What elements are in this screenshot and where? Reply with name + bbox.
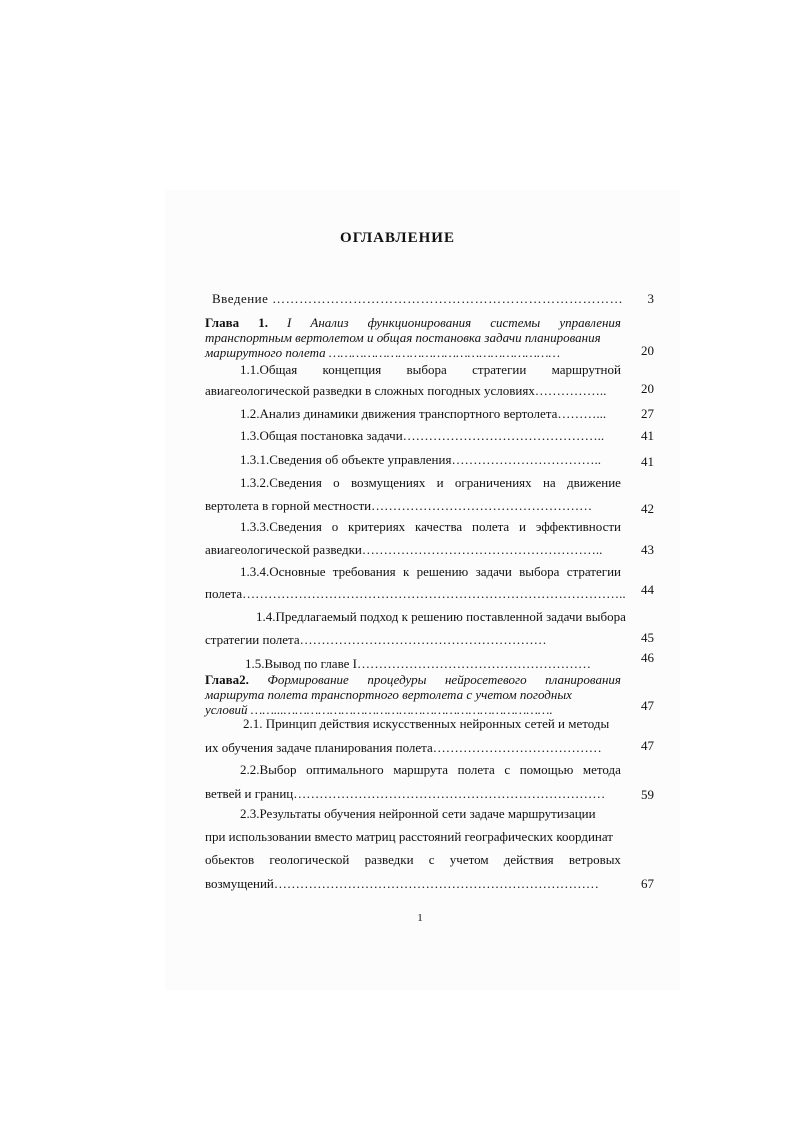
word: качества xyxy=(415,519,463,534)
word: метода xyxy=(582,762,621,777)
word: Формирование xyxy=(267,672,349,687)
word: выбора xyxy=(406,362,447,377)
toc-entry-2-2-line2: ветвей и границ……………………………………………………………… xyxy=(205,786,606,801)
word: эффективности xyxy=(535,519,621,534)
toc-entry-1-2: 1.2.Анализ динамики движения транспортного вертолета………... xyxy=(240,406,607,421)
word: движение xyxy=(566,475,621,490)
word: 2.2.Выбор xyxy=(240,762,297,777)
toc-entry-1-3-3-line2: авиагеологической разведки……………………………………………….. xyxy=(205,542,603,557)
toc-entry-1-3-3-line1 xyxy=(240,519,621,534)
word: решению xyxy=(416,564,469,579)
word: действия xyxy=(503,852,554,867)
word: Анализ xyxy=(310,315,349,330)
word: и xyxy=(436,475,444,490)
toc-page-1-5: 46 xyxy=(641,650,654,665)
chapter-number: 1. xyxy=(258,315,268,330)
toc-entry-1-1-line1 xyxy=(240,362,621,377)
word: процедуры xyxy=(367,672,427,687)
word: нейросетевого xyxy=(444,672,527,687)
toc-entry-2-3-line1: 2.3.Результаты обучения нейронной сети задаче маршрутизации xyxy=(240,806,596,821)
toc-entry-chapter1-line1 xyxy=(205,315,621,330)
word: оптимального xyxy=(306,762,384,777)
word: ветровых xyxy=(568,852,621,867)
toc-entry-2-1-line1: 2.1. Принцип действия искусственных нейронных сетей и методы xyxy=(243,716,610,731)
toc-entry-chapter1-line2: транспортным вертолетом и общая постановка задачи планирования xyxy=(205,330,601,345)
word: ограничениях xyxy=(454,475,532,490)
chapter-roman: I xyxy=(287,315,292,330)
toc-page-chapter1: 20 xyxy=(641,343,654,358)
toc-page-2-3: 67 xyxy=(641,876,654,891)
toc-entry-1-4-line1: 1.4.Предлагаемый подход к решению поставленной задачи выбора xyxy=(256,609,626,624)
word: полета xyxy=(472,519,510,534)
toc-page-1-3: 41 xyxy=(641,428,654,443)
word: полета xyxy=(457,762,495,777)
word: возмущениях xyxy=(350,475,426,490)
toc-page-1-1: 20 xyxy=(641,381,654,396)
toc-entry-1-4-line2: стратегии полета………………………………………………… xyxy=(205,632,547,647)
toc-page-intro: 3 xyxy=(647,291,654,306)
word: о xyxy=(333,475,340,490)
toc-page-1-3-2: 42 xyxy=(641,501,654,516)
word: о xyxy=(331,519,339,534)
toc-entry-chapter2-line2: маршрута полета транспортного вертолета с учетом погодных xyxy=(205,687,572,702)
word: задачи xyxy=(475,564,512,579)
toc-entry-2-2-line1 xyxy=(240,762,621,777)
toc-entry-1-1-line2: авиагеологической разведки в сложных погодных условиях…………….. xyxy=(205,383,607,398)
toc-page-1-3-3: 43 xyxy=(641,542,654,557)
word: 1.3.3.Сведения xyxy=(240,519,322,534)
toc-entry-chapter2-line1 xyxy=(205,672,621,687)
word: концепция xyxy=(322,362,382,377)
page-number: 1 xyxy=(417,912,423,924)
word: помощью xyxy=(519,762,574,777)
toc-entry-2-3-line2: при использовании вместо матриц расстояний географических координат xyxy=(205,829,613,844)
chapter-label: Глава2. xyxy=(205,672,249,687)
toc-entry-1-3-2-line1 xyxy=(240,475,621,490)
toc-page-1-3-1: 41 xyxy=(641,454,654,469)
toc-entry-1-5: 1.5.Вывод по главе I……………………………………………… xyxy=(245,656,591,671)
word: маршрута xyxy=(393,762,449,777)
chapter-label: Глава xyxy=(205,315,240,330)
word: учетом xyxy=(449,852,489,867)
word: управления xyxy=(559,315,621,330)
word: разведки xyxy=(364,852,414,867)
word: обьектов xyxy=(205,852,255,867)
word: функционирования xyxy=(367,315,472,330)
word: с xyxy=(504,762,511,777)
toc-page-1-2: 27 xyxy=(641,406,654,421)
toc-page-chapter2: 47 xyxy=(641,698,654,713)
word: геологической xyxy=(269,852,350,867)
toc-page-2-2: 59 xyxy=(641,787,654,802)
word: стратегии xyxy=(472,362,527,377)
toc-page-2-1: 47 xyxy=(641,738,654,753)
toc-entry-2-1-line2: их обучения задаче планирования полета………………………………… xyxy=(205,740,602,755)
toc-entry-1-3-4-line2: полета…………………………………………………………………………….. xyxy=(205,586,626,601)
word: на xyxy=(542,475,556,490)
word: критериях xyxy=(348,519,406,534)
word: выбора xyxy=(519,564,560,579)
toc-entry-1-3-1: 1.3.1.Сведения об объекте управления…………………………….. xyxy=(240,452,601,467)
word: 1.3.2.Сведения xyxy=(240,475,322,490)
page-title: ОГЛАВЛЕНИЕ xyxy=(340,230,455,246)
word: 1.1.Общая xyxy=(240,362,298,377)
word: планирования xyxy=(545,672,621,687)
toc-page-1-3-4: 44 xyxy=(641,582,654,597)
word: требования xyxy=(332,564,396,579)
toc-entry-1-3-2-line2: вертолета в горной местности…………………………………………… xyxy=(205,498,593,513)
toc-entry-2-3-line3 xyxy=(205,852,621,867)
toc-entry-intro: Введение …………………………………………………………………… xyxy=(212,291,624,306)
toc-entry-1-3-4-line1 xyxy=(240,564,621,579)
word: с xyxy=(428,852,435,867)
toc-page-1-4: 45 xyxy=(641,630,654,645)
toc-entry-1-3: 1.3.Общая постановка задачи……………………………………….. xyxy=(240,428,605,443)
toc-entry-chapter1-line3: маршрутного полета …………………………………………………… xyxy=(205,345,561,360)
word: маршрутной xyxy=(551,362,621,377)
word: 1.3.4.Основные xyxy=(240,564,326,579)
word: к xyxy=(402,564,410,579)
toc-entry-2-3-line4: возмущений………………………………………………………………… xyxy=(205,876,599,891)
word: и xyxy=(519,519,526,534)
word: системы xyxy=(490,315,541,330)
word: стратегии xyxy=(566,564,621,579)
toc-entry-chapter2-line3: условий ……...……………………………………………………………. xyxy=(205,702,553,717)
